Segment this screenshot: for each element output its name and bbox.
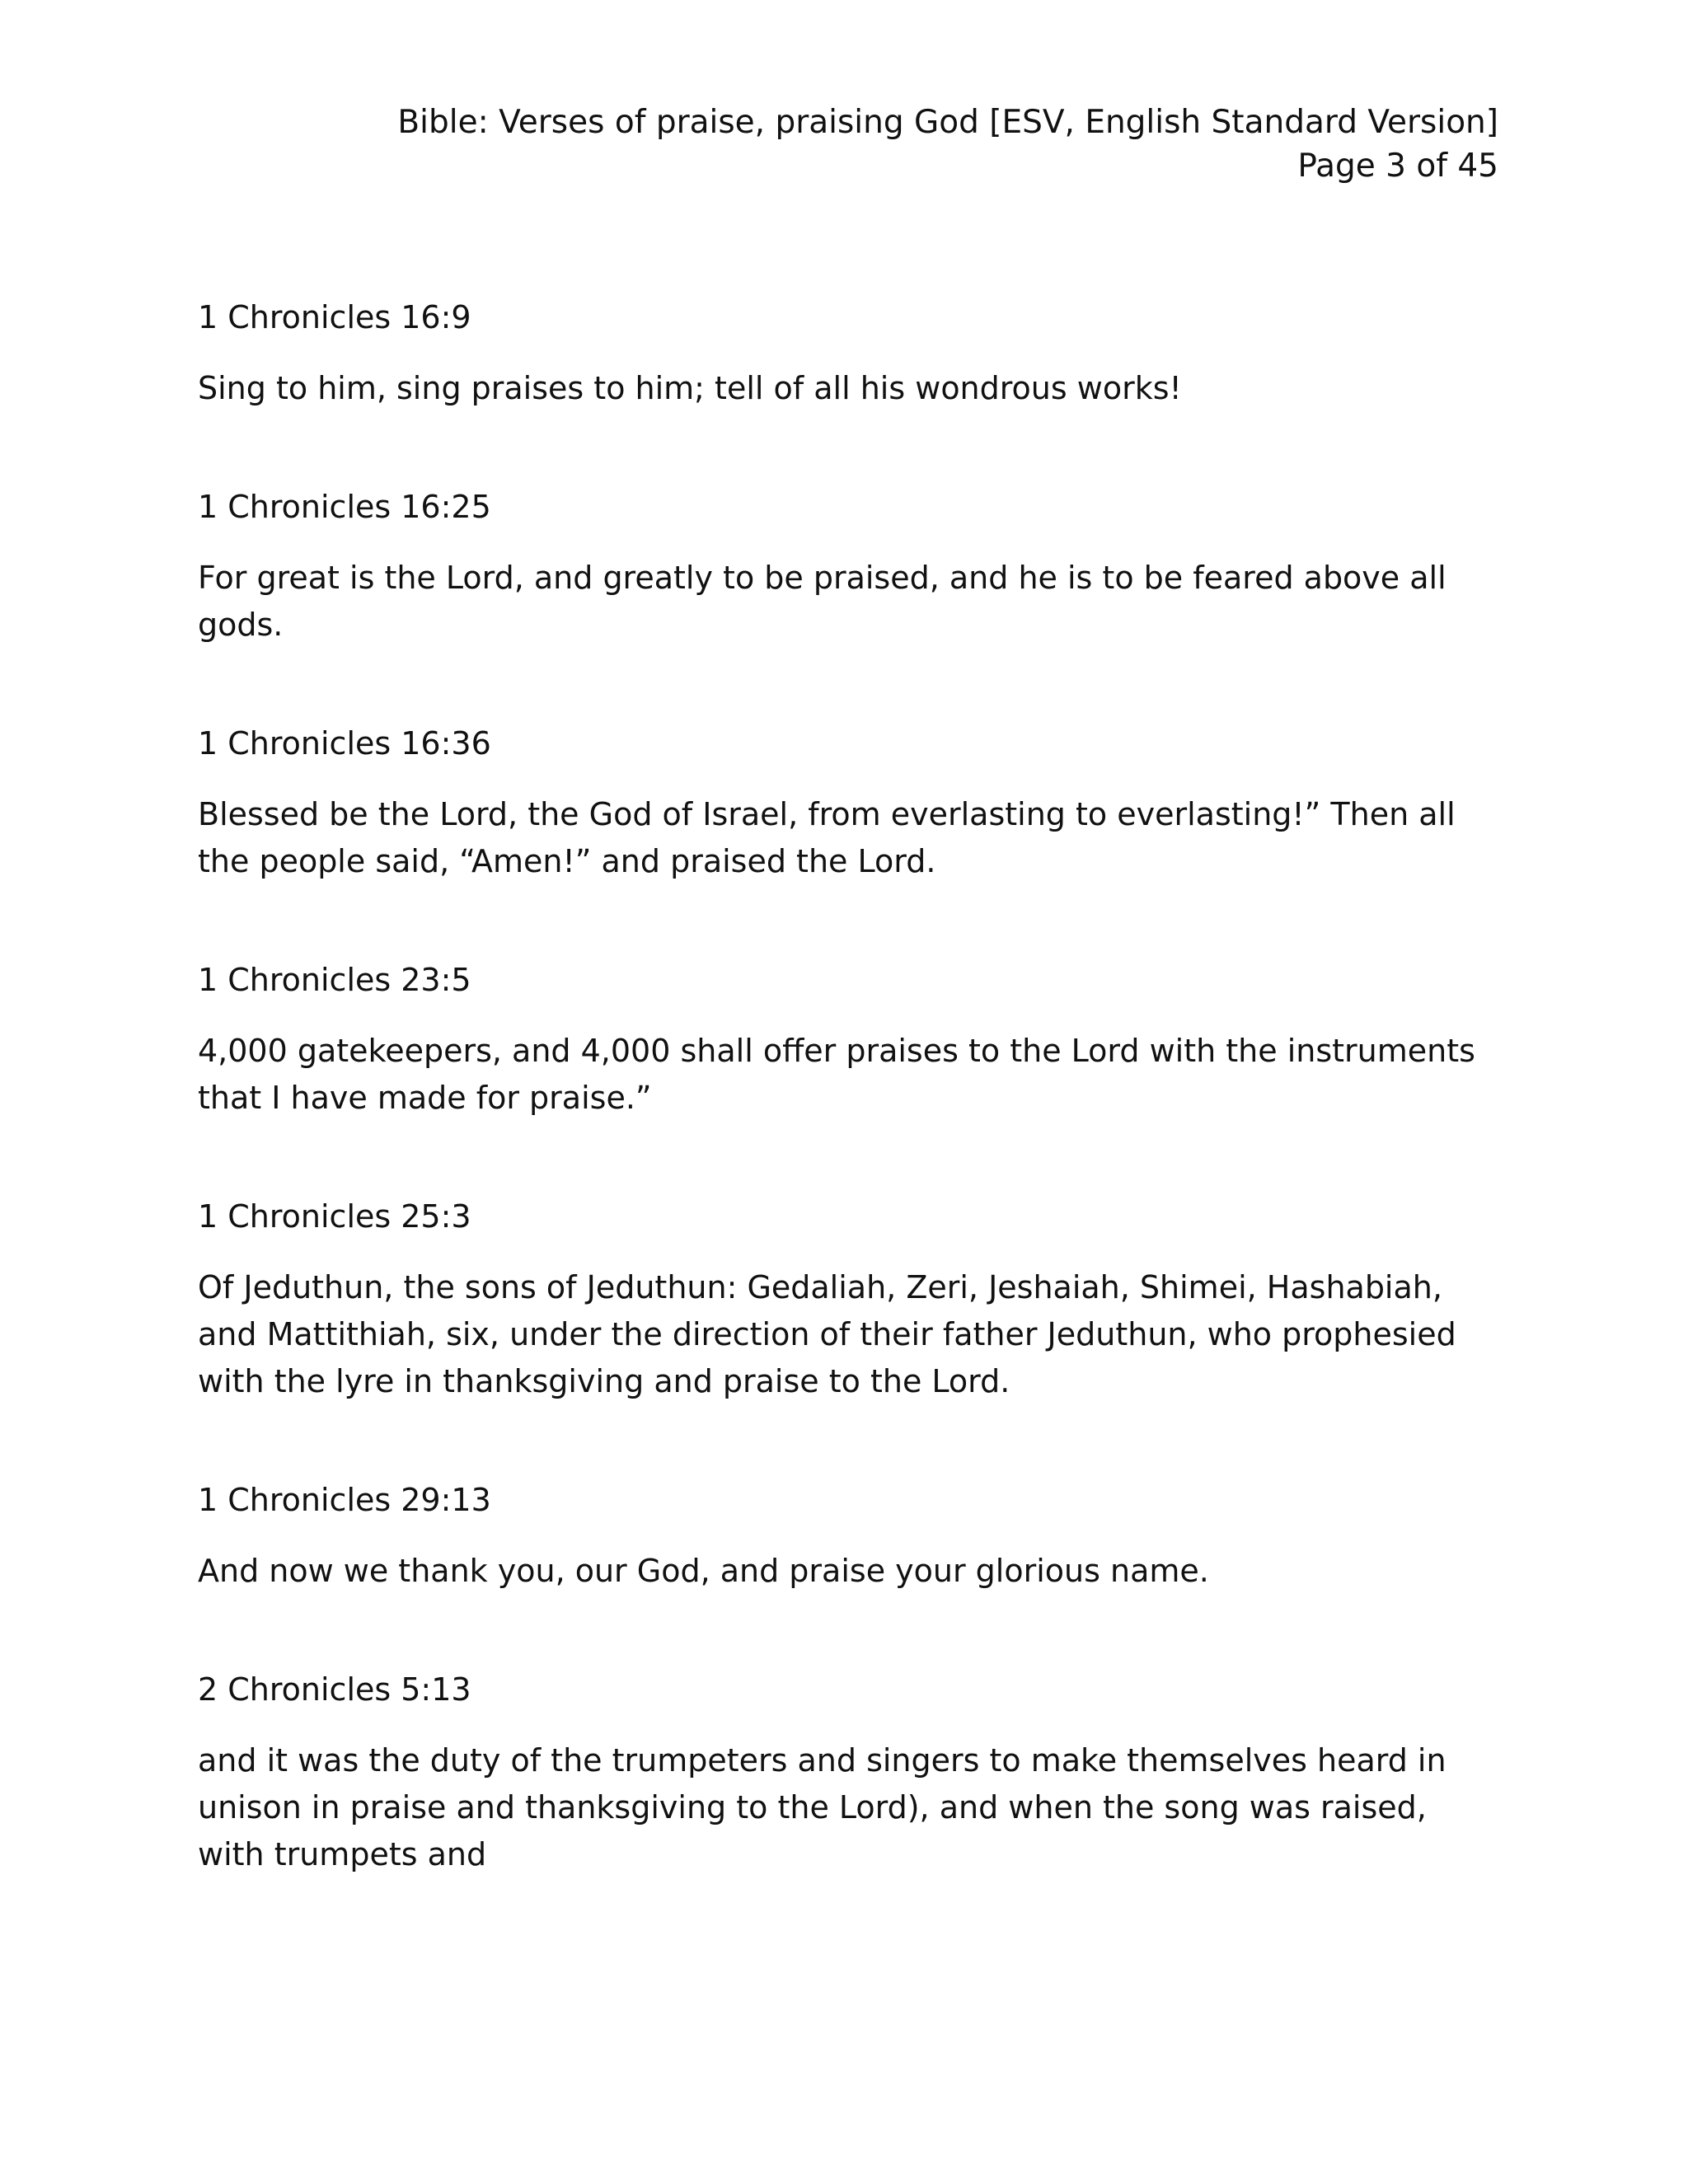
verse-text: Blessed be the Lord, the God of Israel, from everlasting to everlasting!” Then all the people said, “Amen!” and praised the Lord. bbox=[198, 796, 1456, 879]
verse-text: Of Jeduthun, the sons of Jeduthun: Gedaliah, Zeri, Jeshaiah, Shimei, Hashabiah, and Mattithiah, six, under the direction of their father Jeduthun, who prophesied with the lyre in thanksgiving and praise to the Lord. bbox=[198, 1269, 1456, 1399]
verse-entry bbox=[198, 959, 1492, 1122]
verse-reference: 1 Chronicles 23:5 bbox=[198, 962, 471, 998]
verse-reference: 1 Chronicles 25:3 bbox=[198, 1198, 471, 1235]
verse-reference: 1 Chronicles 16:25 bbox=[198, 489, 491, 525]
verse-text: 4,000 gatekeepers, and 4,000 shall offer praises to the Lord with the instruments that I have made for praise.” bbox=[198, 1033, 1475, 1116]
verse-list bbox=[198, 297, 1492, 1952]
page-number: Page 3 of 45 bbox=[1297, 148, 1498, 185]
page-header bbox=[180, 101, 1498, 188]
verse-reference: 1 Chronicles 29:13 bbox=[198, 1482, 491, 1518]
verse-entry bbox=[198, 1479, 1492, 1595]
document-title: Bible: Verses of praise, praising God [ESV, English Standard Version] bbox=[397, 104, 1498, 141]
verse-entry bbox=[198, 1196, 1492, 1405]
verse-reference: 1 Chronicles 16:9 bbox=[198, 299, 471, 335]
verse-reference: 2 Chronicles 5:13 bbox=[198, 1671, 471, 1708]
verse-entry bbox=[198, 723, 1492, 885]
verse-entry bbox=[198, 486, 1492, 649]
verse-text: and it was the duty of the trumpeters and singers to make themselves heard in unison in praise and thanksgiving to the Lord), and when the song was raised, with trumpets and bbox=[198, 1742, 1447, 1872]
verse-text: Sing to him, sing praises to him; tell of all his wondrous works! bbox=[198, 370, 1182, 406]
verse-entry bbox=[198, 1669, 1492, 1878]
verse-text: For great is the Lord, and greatly to be praised, and he is to be feared above all gods. bbox=[198, 560, 1447, 643]
verse-text: And now we thank you, our God, and praise your glorious name. bbox=[198, 1553, 1209, 1589]
verse-entry bbox=[198, 297, 1492, 412]
verse-reference: 1 Chronicles 16:36 bbox=[198, 725, 491, 762]
